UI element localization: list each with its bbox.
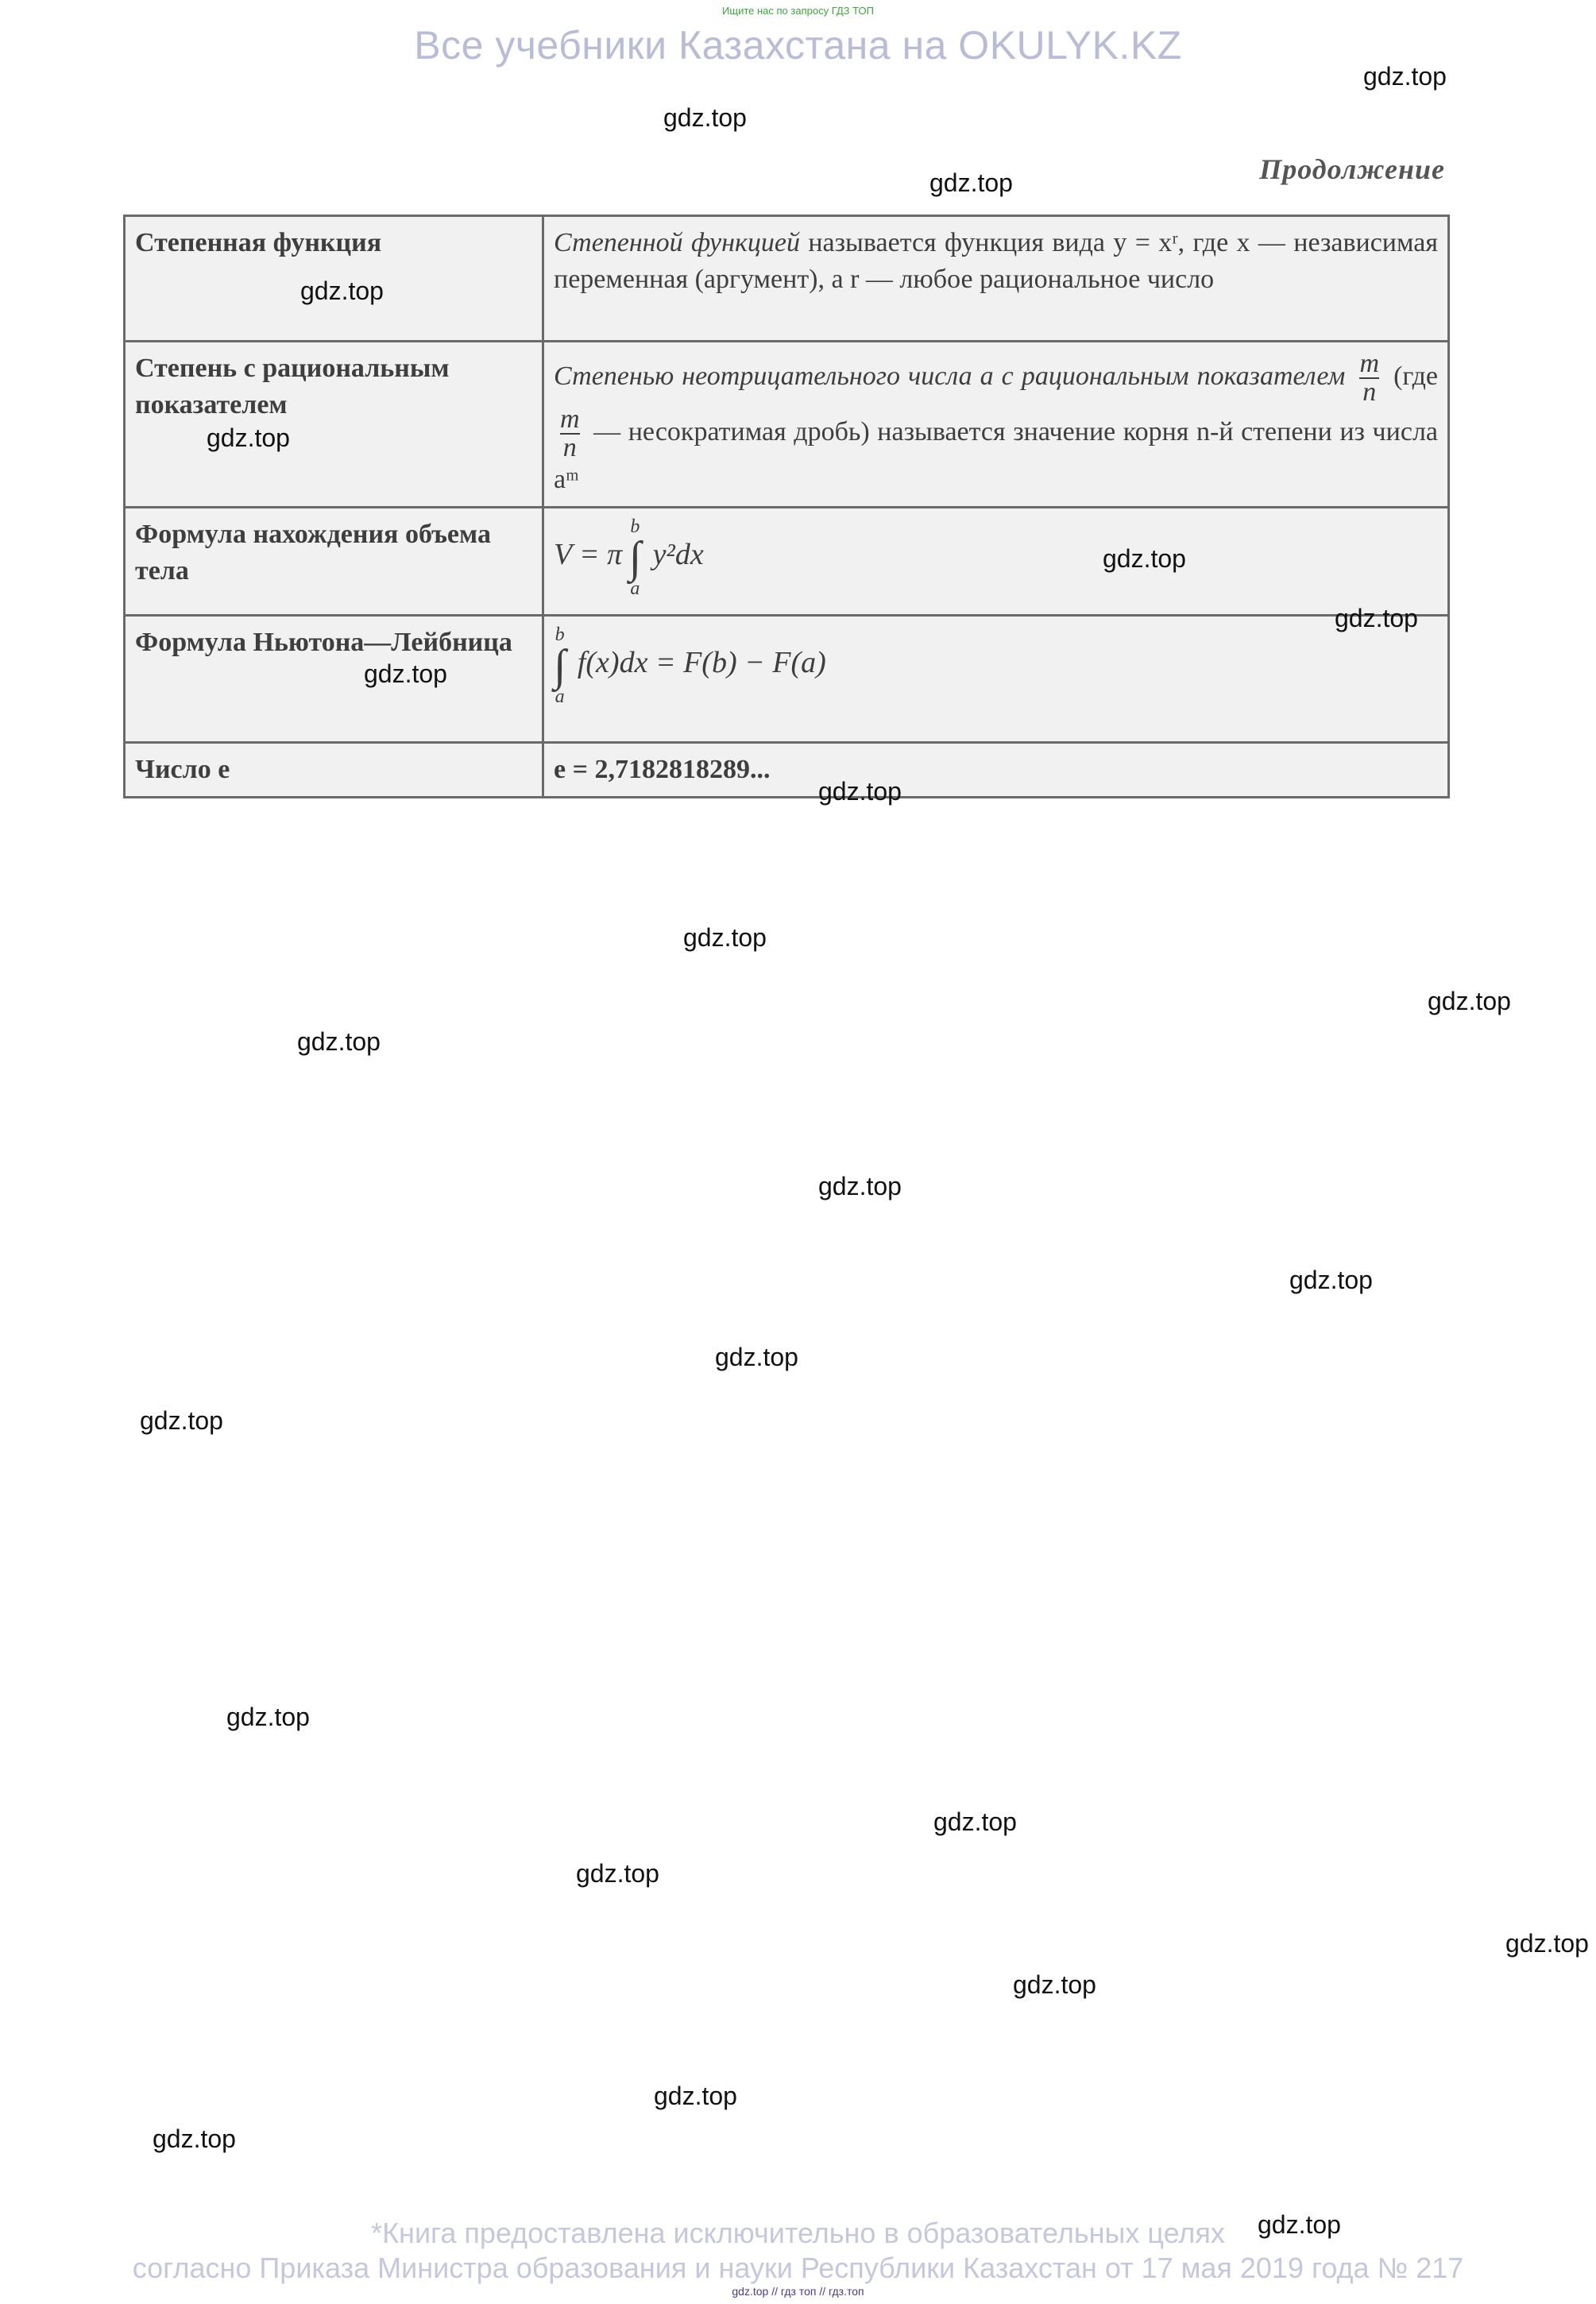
footer-disclaimer-line1: *Книга предоставлена исключительно в образовательных целях [371,2217,1225,2249]
table-row [125,342,1449,508]
watermark[interactable]: gdz.top [1363,62,1447,91]
watermark[interactable]: gdz.top [297,1027,381,1056]
watermark[interactable]: gdz.top [654,2082,737,2110]
term-cell: Степенная функция [125,216,543,342]
table-row [125,743,1449,798]
formula-lhs: V = π [554,537,623,571]
formula-cell [543,616,1449,743]
watermark[interactable]: gdz.top [715,1343,798,1371]
term-cell: Формула нахождения объема тела [125,508,543,616]
definition-emphasis: Степенной функцией [554,228,800,257]
fraction-m-n [560,406,580,462]
fraction-m-n [1359,350,1379,406]
watermark[interactable]: gdz.top [1428,987,1511,1015]
watermark[interactable]: gdz.top [576,1859,659,1888]
watermark[interactable]: gdz.top [300,276,384,305]
definition-cell: e = 2,7182818289... [543,743,1449,798]
term-cell: Степень с рациональным показателем [125,342,543,508]
continuation-label: Продолжение [1259,153,1445,185]
term-cell: Формула Ньютона—Лейбница [125,616,543,743]
fraction-denominator: n [560,433,580,462]
site-title[interactable]: Все учебники Казахстана на OKULYK.KZ [414,23,1182,68]
fraction-denominator: n [1359,377,1379,406]
watermark[interactable]: gdz.top [818,1172,902,1200]
watermark[interactable]: gdz.top [226,1703,310,1731]
watermark[interactable]: gdz.top [663,103,747,132]
formula-integrand: f(x)dx = F(b) − F(a) [577,645,826,679]
watermark[interactable]: gdz.top [1103,544,1186,573]
watermark[interactable]: gdz.top [364,659,447,688]
watermark[interactable]: gdz.top [1013,1970,1096,1999]
integral-sign: b ∫ a [554,624,566,707]
watermark[interactable]: gdz.top [1335,604,1418,632]
integral-upper-limit: b [630,516,640,537]
watermark[interactable]: gdz.top [683,923,767,952]
fraction-numerator: m [1359,349,1379,378]
integral-lower-limit: a [630,578,640,599]
definition-emphasis: Степенью неотрицательного числа a с рациональным показателем [554,361,1346,391]
watermark[interactable]: gdz.top [140,1406,223,1435]
integral-upper-limit: b [555,624,565,645]
watermark[interactable]: gdz.top [1505,1929,1589,1958]
term-cell: Число e [125,743,543,798]
watermark[interactable]: gdz.top [207,423,290,452]
definition-text: — несократимая дробь) называется значение корня n-й степени из числа aᵐ [554,416,1438,494]
definition-text: называется функция вида y = xʳ, где x — независимая переменная (аргумент), а r — любое рациональное число [554,228,1439,294]
formula-integrand: y²dx [652,537,704,571]
top-note: Ищите нас по запросу ГДЗ ТОП [722,5,874,17]
watermark[interactable]: gdz.top [1289,1266,1373,1294]
watermark[interactable]: gdz.top [818,777,902,806]
definition-text: (где [1393,361,1439,391]
footer-links[interactable]: gdz.top // гдз топ // гдз.топ [732,2285,864,2298]
table-row [125,508,1449,616]
watermark[interactable]: gdz.top [929,168,1013,197]
definition-cell [543,216,1449,342]
definition-cell [543,342,1449,508]
watermark[interactable]: gdz.top [1258,2210,1341,2239]
watermark[interactable]: gdz.top [933,1807,1017,1836]
formula-cell [543,508,1449,616]
footer-disclaimer-line2: согласно Приказа Министра образования и науки Республики Казахстан от 17 мая 2019 года № 217 [132,2252,1464,2284]
watermark[interactable]: gdz.top [153,2124,236,2153]
table-row [125,616,1449,743]
integral-lower-limit: a [555,686,565,707]
fraction-numerator: m [560,404,580,434]
integral-sign: b ∫ a [628,516,642,599]
